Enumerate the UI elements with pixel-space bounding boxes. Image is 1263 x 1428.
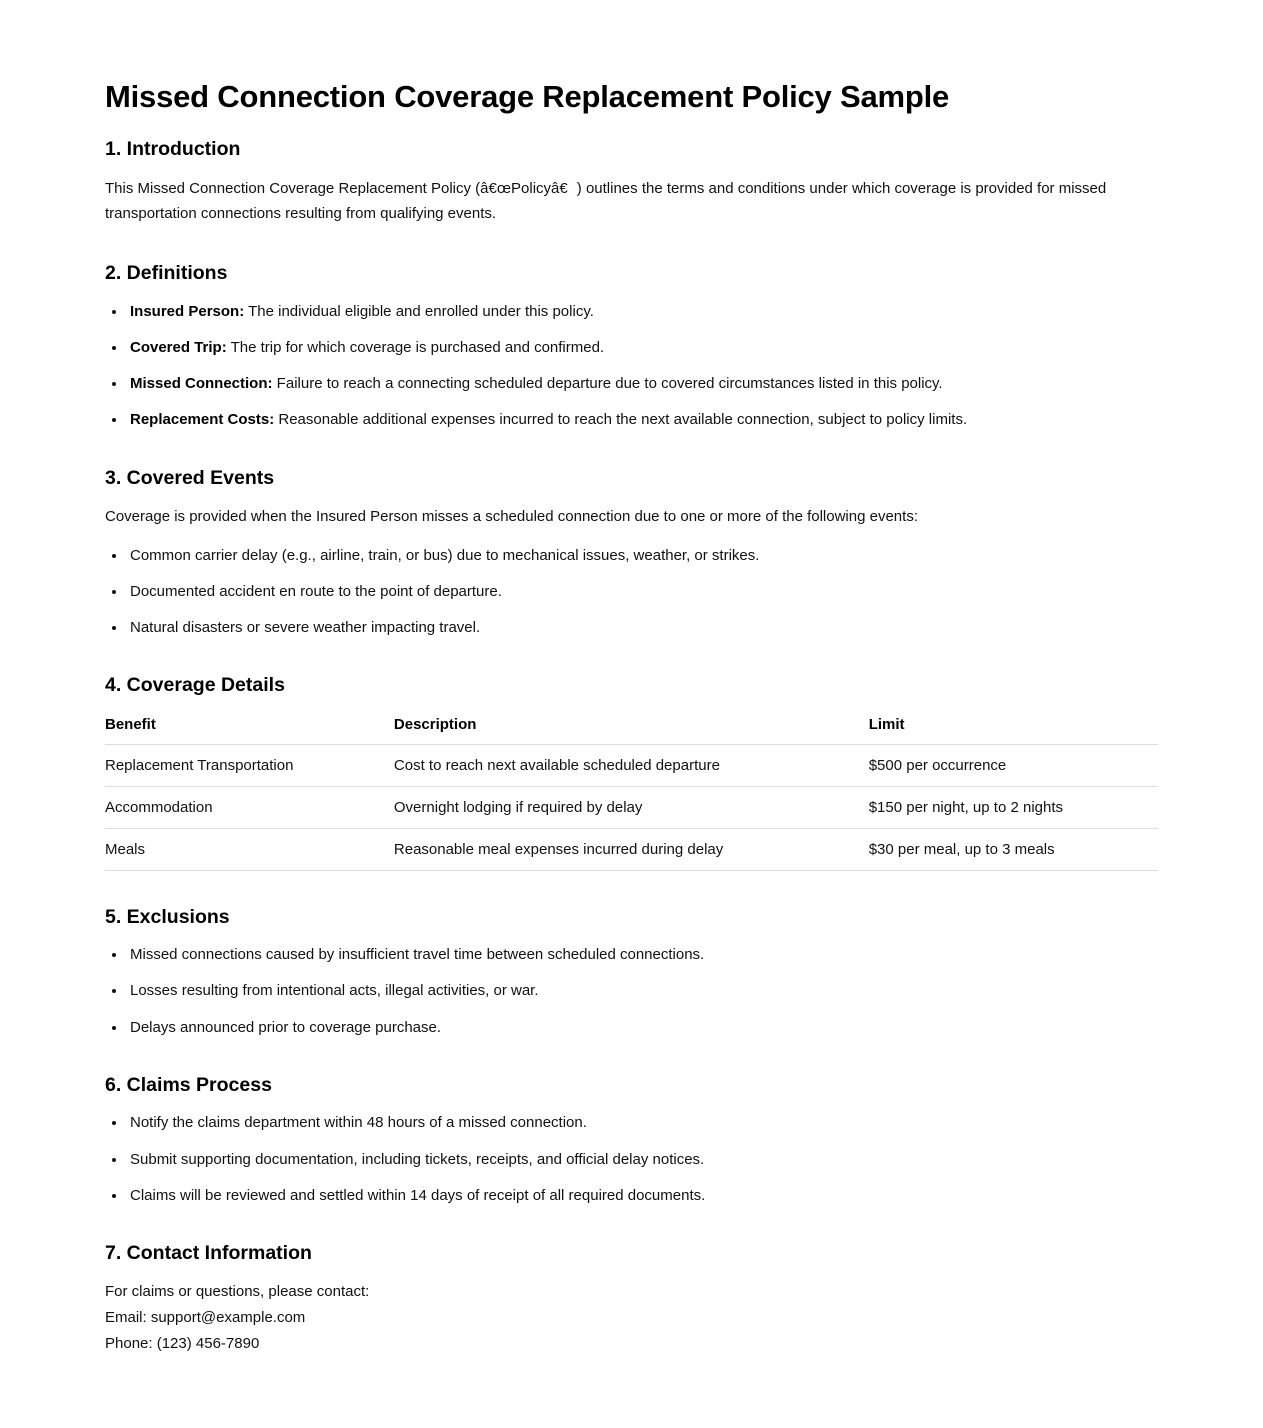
list-item: • Documented accident en route to the point of departure. — [127, 580, 1150, 603]
contact-intro-line: For claims or questions, please contact: — [105, 1283, 370, 1301]
definition-term: Covered Trip: — [130, 338, 227, 356]
cell-limit: $500 per occurrence — [869, 744, 1158, 786]
definition-term: Replacement Costs: — [130, 411, 275, 429]
claims-process-list — [105, 1111, 1158, 1207]
covered-events-intro: Coverage is provided when the Insured Person misses a scheduled connection due to one or more of the following events: — [105, 507, 918, 525]
list-item: • Losses resulting from intentional acts, illegal activities, or war. — [127, 979, 1150, 1002]
section-introduction — [105, 137, 1158, 227]
section-heading-claims-process: 6. Claims Process — [105, 1073, 272, 1096]
cell-limit: $150 per night, up to 2 nights — [869, 786, 1158, 828]
cell-description: Reasonable meal expenses incurred during delay — [394, 828, 869, 870]
section-heading-introduction: 1. Introduction — [105, 138, 241, 161]
cell-limit: $30 per meal, up to 3 meals — [869, 828, 1158, 870]
contact-phone-line: Phone: (123) 456-7890 — [105, 1335, 260, 1353]
column-header-benefit: Benefit — [105, 712, 394, 745]
section-claims-process — [105, 1073, 1158, 1207]
definition-text: Reasonable additional expenses incurred to reach the next available connection, subject to policy limits. — [274, 411, 968, 429]
list-item — [127, 372, 1150, 395]
definition-term: Missed Connection: — [130, 375, 273, 393]
table-header-row — [105, 712, 1158, 745]
list-item — [127, 300, 1150, 323]
section-contact-information — [105, 1241, 1158, 1357]
section-heading-definitions: 2. Definitions — [105, 262, 228, 285]
introduction-paragraph: This Missed Connection Coverage Replacement Policy (â€œPolicyâ€) outlines the terms and conditions under which coverage is provided for missed transportation connections resulting from qualifying events. — [105, 179, 1107, 223]
covered-events-list — [105, 544, 1158, 640]
list-item: • Missed connections caused by insufficient travel time between scheduled connections. — [127, 943, 1150, 966]
cell-description: Cost to reach next available scheduled departure — [394, 744, 869, 786]
section-exclusions — [105, 905, 1158, 1039]
cell-benefit: Meals — [105, 828, 394, 870]
list-item — [127, 408, 1150, 431]
list-item — [127, 336, 1150, 359]
exclusions-list — [105, 943, 1158, 1039]
contact-email-line: Email: support@example.com — [105, 1309, 306, 1327]
table-row — [105, 828, 1158, 870]
definition-text: The trip for which coverage is purchased and confirmed. — [226, 338, 605, 356]
list-item: • Common carrier delay (e.g., airline, train, or bus) due to mechanical issues, weather, or strikes. — [127, 544, 1150, 567]
section-heading-covered-events: 3. Covered Events — [105, 466, 275, 489]
table-row — [105, 786, 1158, 828]
list-item: • Delays announced prior to coverage purchase. — [127, 1016, 1150, 1039]
list-item: • Natural disasters or severe weather impacting travel. — [127, 616, 1150, 639]
table-header — [105, 712, 1158, 745]
definition-text: The individual eligible and enrolled under this policy. — [244, 302, 594, 320]
definition-term: Insured Person: — [130, 302, 245, 320]
list-item: • Notify the claims department within 48 hours of a missed connection. — [127, 1111, 1150, 1134]
cell-benefit: Replacement Transportation — [105, 744, 394, 786]
column-header-limit: Limit — [869, 712, 1158, 745]
definition-text: Failure to reach a connecting scheduled departure due to covered circumstances listed in this policy. — [272, 375, 943, 393]
table-body — [105, 744, 1158, 870]
section-covered-events — [105, 466, 1158, 640]
page-title: Missed Connection Coverage Replacement Policy Sample — [105, 79, 950, 114]
contact-details — [105, 1279, 1158, 1356]
section-coverage-details — [105, 673, 1158, 870]
table-row — [105, 744, 1158, 786]
definitions-list — [105, 300, 1158, 432]
section-heading-coverage-details: 4. Coverage Details — [105, 674, 285, 697]
coverage-details-table — [105, 712, 1158, 871]
cell-benefit: Accommodation — [105, 786, 394, 828]
cell-description: Overnight lodging if required by delay — [394, 786, 869, 828]
section-heading-exclusions: 5. Exclusions — [105, 905, 230, 928]
section-heading-contact-information: 7. Contact Information — [105, 1242, 312, 1265]
section-definitions — [105, 261, 1158, 431]
list-item: • Claims will be reviewed and settled within 14 days of receipt of all required documents. — [127, 1184, 1150, 1207]
column-header-description: Description — [394, 712, 869, 745]
list-item: • Submit supporting documentation, including tickets, receipts, and official delay notices. — [127, 1148, 1150, 1171]
